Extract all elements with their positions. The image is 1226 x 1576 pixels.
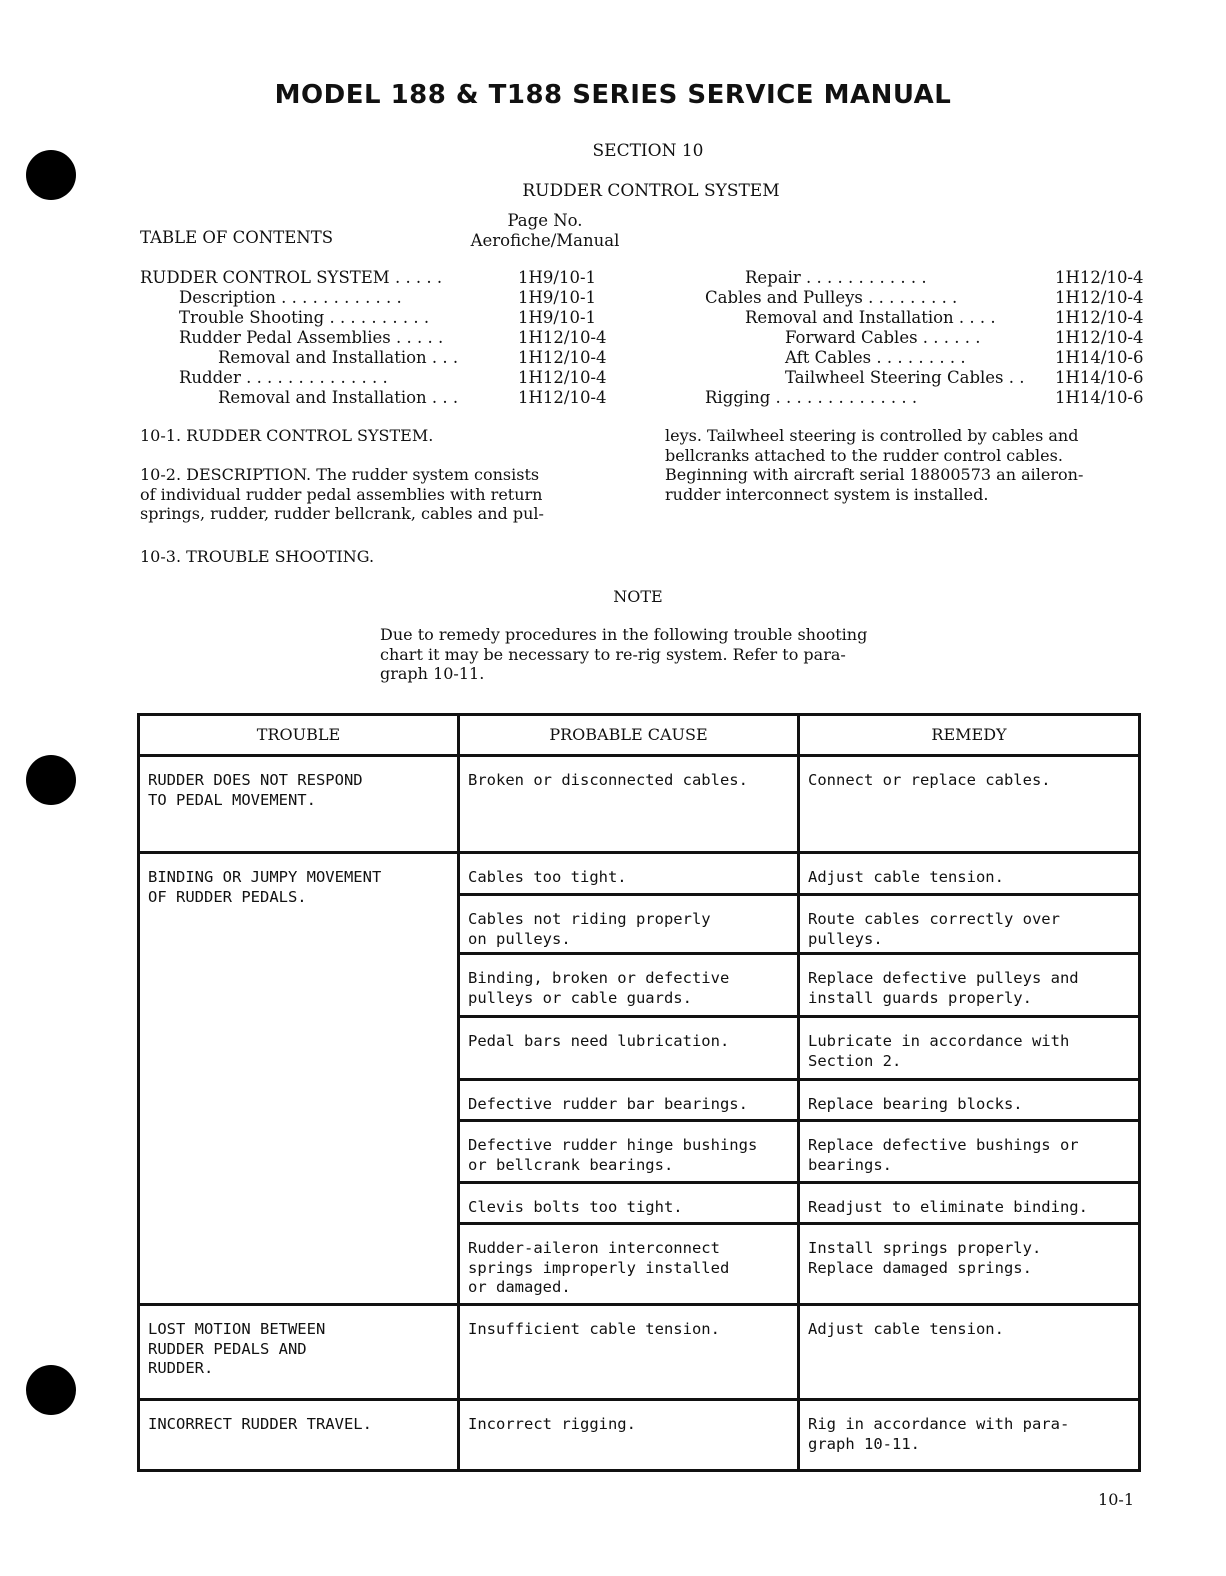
text-line: springs, rudder, rudder bellcrank, cables and pul- [140,504,544,523]
trouble-cell: INCORRECT RUDDER TRAVEL. [139,1400,459,1471]
toc-entry[interactable]: Tailwheel Steering Cables . . [785,368,1025,387]
remedy-cell: Rig in accordance with para- graph 10-11. [799,1400,1140,1471]
table-header-row [139,715,1140,756]
toc-entry-page: 1H9/10-1 [518,288,597,307]
cause-cell: Incorrect rigging. [459,1400,799,1471]
toc-entry[interactable]: Trouble Shooting . . . . . . . . . . [179,308,430,327]
text-line: chart it may be necessary to re-rig system. Refer to para- [380,644,846,664]
toc-entry-page: 1H12/10-4 [1055,308,1144,327]
toc-entry-page: 1H12/10-4 [1055,268,1144,287]
column-header-trouble: TROUBLE [139,715,459,756]
toc-entry-page: 1H14/10-6 [1055,348,1144,367]
section-title: RUDDER CONTROL SYSTEM [522,181,780,201]
text-line: graph 10-11. [380,664,485,683]
page-number: 10-1 [1098,1490,1134,1509]
note-body [380,625,940,684]
toc-entry[interactable]: Removal and Installation . . . [218,388,459,407]
toc-entry-page: 1H14/10-6 [1055,388,1144,407]
remedy-cell: Connect or replace cables. [799,756,1140,853]
binder-hole-middle [26,755,76,805]
table-row [139,853,1140,895]
toc-entry-page: 1H14/10-6 [1055,368,1144,387]
note-title: NOTE [613,587,663,606]
toc-entry-page: 1H12/10-4 [1055,328,1144,347]
toc-entry-page: 1H12/10-4 [518,368,607,387]
toc-heading: TABLE OF CONTENTS [140,228,333,247]
toc-entry-page: 1H12/10-4 [518,388,607,407]
cause-cell: Broken or disconnected cables. [459,756,799,853]
text-line: rudder interconnect system is installed. [665,484,989,504]
cause-cell: Binding, broken or defective pulleys or cable guards. [459,954,799,1017]
toc-page-col-line2: Aerofiche/Manual [470,231,620,250]
cause-cell: Defective rudder hinge bushings or bellcrank bearings. [459,1121,799,1183]
toc-entry[interactable]: Rudder . . . . . . . . . . . . . . [179,368,388,387]
toc-entry[interactable]: RUDDER CONTROL SYSTEM . . . . . [140,268,443,287]
toc-entry-page: 1H12/10-4 [1055,288,1144,307]
remedy-cell: Lubricate in accordance with Section 2. [799,1017,1140,1080]
toc-entry[interactable]: Description . . . . . . . . . . . . [179,288,402,307]
table-row [139,756,1140,853]
binder-hole-bottom [26,1365,76,1415]
toc-entry[interactable]: Removal and Installation . . . . [745,308,996,327]
column-header-cause: PROBABLE CAUSE [459,715,799,756]
text-line: of individual rudder pedal assemblies with return [140,484,543,504]
toc-entry[interactable]: Rudder Pedal Assemblies . . . . . [179,328,444,347]
text-line: 10-2. DESCRIPTION. The rudder system consists [140,465,540,484]
cause-cell: Pedal bars need lubrication. [459,1017,799,1080]
toc-page-col-label [465,211,625,251]
cause-cell: Cables not riding properly on pulleys. [459,895,799,954]
cause-cell: Cables too tight. [459,853,799,895]
toc-entry[interactable]: Rigging . . . . . . . . . . . . . . [705,388,918,407]
table-row [139,1400,1140,1471]
remedy-cell: Replace defective bushings or bearings. [799,1121,1140,1183]
paragraph-10-1: 10-1. RUDDER CONTROL SYSTEM. [140,426,434,445]
toc-entry-page: 1H9/10-1 [518,308,597,327]
table-row [139,1305,1140,1400]
paragraph-10-2-left [140,465,620,524]
column-header-remedy: REMEDY [799,715,1140,756]
toc-entry-page: 1H12/10-4 [518,328,607,347]
toc-page-col-line1: Page No. [507,211,583,230]
paragraph-10-2-right [665,426,1165,504]
toc-entry[interactable]: Repair . . . . . . . . . . . . [745,268,927,287]
toc-entry-page: 1H12/10-4 [518,348,607,367]
remedy-cell: Replace bearing blocks. [799,1080,1140,1121]
cause-cell: Insufficient cable tension. [459,1305,799,1400]
trouble-cell: LOST MOTION BETWEEN RUDDER PEDALS AND RUDDER. [139,1305,459,1400]
toc-entry[interactable]: Forward Cables . . . . . . [785,328,981,347]
text-line: bellcranks attached to the rudder control cables. [665,445,1063,465]
toc-entry[interactable]: Cables and Pulleys . . . . . . . . . [705,288,958,307]
toc-entry-page: 1H9/10-1 [518,268,597,287]
remedy-cell: Adjust cable tension. [799,853,1140,895]
cause-cell: Rudder-aileron interconnect springs improperly installed or damaged. [459,1224,799,1305]
remedy-cell: Readjust to eliminate binding. [799,1183,1140,1224]
section-number: SECTION 10 [592,141,704,161]
text-line: Due to remedy procedures in the following trouble shooting [380,625,868,644]
cause-cell: Clevis bolts too tight. [459,1183,799,1224]
text-line: Beginning with aircraft serial 18800573 an aileron- [665,465,1084,484]
remedy-cell: Replace defective pulleys and install guards properly. [799,954,1140,1017]
text-line: leys. Tailwheel steering is controlled by cables and [665,426,1079,445]
trouble-cell: BINDING OR JUMPY MOVEMENT OF RUDDER PEDALS. [139,853,459,1305]
toc-entry[interactable]: Aft Cables . . . . . . . . . [785,348,966,367]
trouble-cell: RUDDER DOES NOT RESPOND TO PEDAL MOVEMENT. [139,756,459,853]
remedy-cell: Route cables correctly over pulleys. [799,895,1140,954]
trouble-shooting-table [137,713,1141,1472]
toc-entry[interactable]: Removal and Installation . . . [218,348,459,367]
manual-title: MODEL 188 & T188 SERIES SERVICE MANUAL [274,80,952,110]
remedy-cell: Adjust cable tension. [799,1305,1140,1400]
cause-cell: Defective rudder bar bearings. [459,1080,799,1121]
paragraph-10-3: 10-3. TROUBLE SHOOTING. [140,547,375,566]
remedy-cell: Install springs properly. Replace damaged springs. [799,1224,1140,1305]
